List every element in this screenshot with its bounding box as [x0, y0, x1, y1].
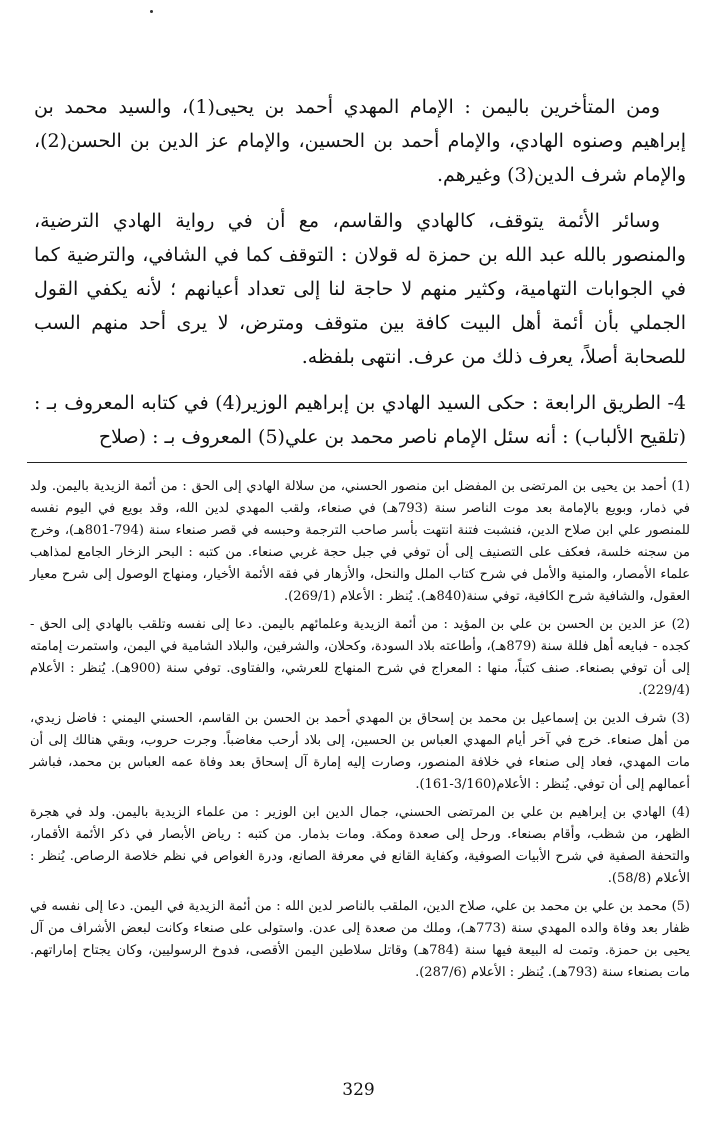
footnote-separator [27, 462, 687, 463]
page-number: 329 [342, 1080, 375, 1100]
main-text [34, 90, 686, 466]
page-mark [150, 10, 153, 13]
paragraph: وسائر الأئمة يتوقف، كالهادي والقاسم، مع أن في رواية الهادي الترضية، والمنصور بالله عبد الله بن حمزة له قولان : التوقف كما في الشافي، والترضية كما في الجوابات التهامية، وكثير منهم لا حاجة لنا إلى تعداد أعيانهم ؛ لأنه يكفي القول الجملي بأن أئمة أهل البيت كافة بين متوقف ومترض، لا يرى أحد منهم السب للصحابة أصلاً، يعرف ذلك من عرف. انتهى بلفظه. [34, 210, 686, 368]
paragraph: ومن المتأخرين باليمن : الإمام المهدي أحمد بن يحيى(1)، والسيد محمد بن إبراهيم وصنوه الهادي، والإمام أحمد بن الحسين، والإمام عز الدين بن الحسن(2)، والإمام شرف الدين(3) وغيرهم. [34, 96, 686, 186]
footnote: (5) محمد بن علي بن محمد بن علي، صلاح الدين، الملقب بالناصر لدين الله : من أئمة الزيدية في اليمن. دعا إلى نفسه في ظفار بعد وفاة والده المهدي سنة (773هـ)، وملك من صعدة إلى عدن. واستولى على صنعاء وكانت لبعض الأشراف من آل يحيى بن حمزة. وتمت له البيعة فيها سنة (784هـ) وقاتل سلاطين اليمن الأقصى، فدوخ الرسوليين، وكان يجتاح إماراتهم. مات بصنعاء سنة (793هـ). يُنظر : الأعلام (287/6). [30, 899, 690, 980]
footnotes [30, 476, 690, 990]
footnote: (2) عز الدين بن الحسن بن علي بن المؤيد : من أئمة الزيدية وعلمائهم باليمن. دعا إلى نفسه وتلقب بالهادي إلى الحق - كجده - فبايعه أهل فللة سنة (879هـ)، وأطاعته بلاد السودة، وكحلان، والشرفين، والبلاد الشامية في اليمن، واستمرت إمامته إلى أن توفي بصنعاء. صنف كتباً، منها : المعراج في شرح المنهاج للعرشي، والفتاوى. توفي سنة (900هـ). يُنظر : الأعلام (229/4). [30, 617, 690, 698]
footnote: (3) شرف الدين بن إسماعيل بن محمد بن إسحاق بن المهدي أحمد بن الحسن بن القاسم، الحسني اليمني : فاضل زيدي، من أهل صنعاء. خرج في آخر أيام المهدي العباس بن الحسين، إلى بلاد أرحب مغاضباً. وجرت حروب، وبقي هنالك إلى أن مات المهدي، فعاد إلى صنعاء في خلافة المنصور، وصارت إليه إمارة آل إسحاق بعد وفاة عمه العباس بن محمد، فباشر أعمالهم إلى أن توفي. يُنظر : الأعلام(3/160-161). [30, 711, 690, 792]
footnote: (4) الهادي بن إبراهيم بن علي بن المرتضى الحسني، جمال الدين ابن الوزير : من علماء الزيدية باليمن. ولد في هجرة الظهر، من شظب، وأقام بصنعاء. ورحل إلى صعدة ومكة. ومات بذمار. من كتبه : رياض الأبصار في ذكر الأئمة الأقمار، والتحفة الصفية في شرح الأبيات الصوفية، وكفاية القانع في معرفة الصانع، ودرة الغواص في نظم خلاصة الرصاص. يُنظر : الأعلام (58/8). [30, 805, 690, 886]
paragraph: 4- الطريق الرابعة : حكى السيد الهادي بن إبراهيم الوزير(4) في كتابه المعروف بـ : (تلقيح الألباب) : أنه سئل الإمام ناصر محمد بن علي(5) المعروف بـ : (صلاح [34, 392, 687, 448]
footnote: (1) أحمد بن يحيى بن المرتضى بن المفضل ابن منصور الحسني، من سلالة الهادي إلى الحق : من أئمة الزيدية باليمن. ولد في ذمار، وبويع بالإمامة بعد موت الناصر سنة (793هـ) في صنعاء، ولقب المهدي لدين الله، وقد بويع في اليوم نفسه للمنصور علي ابن صلاح الدين، فنشبت فتنة انتهت بأسر صاحب الترجمة وحبسه في قصر صنعاء سنة (794-801هـ)، وخرج من سجنه خلسة، فعكف على التصنيف إلى أن توفي في جبل حجة غربي صنعاء. من كتبه : البحر الزخار الجامع لمذاهب علماء الأمصار، والمنية والأمل في شرح كتاب الملل والنحل، والأزهار في فقه الأئمة الأخيار، ومنهاج الوصول إلى شرح معيار العقول، والشافية شرح الكافية، توفي سنة(840هـ). يُنظر : الأعلام (269/1). [30, 479, 690, 604]
